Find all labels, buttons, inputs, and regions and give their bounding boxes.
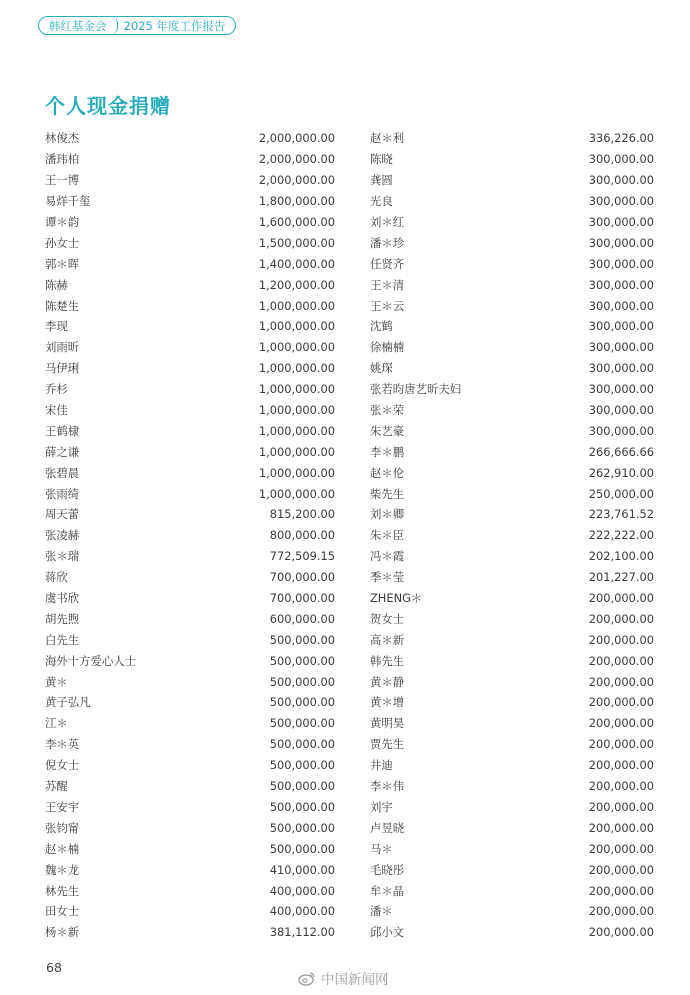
donation-amount: 200,000.00 <box>588 591 654 606</box>
donation-row <box>45 128 335 149</box>
donation-row <box>45 191 335 212</box>
donor-name: 井迪 <box>370 758 393 773</box>
section-title: 个人现金捐赠 <box>45 94 171 118</box>
donation-row <box>370 525 654 546</box>
donation-amount: 1,000,000.00 <box>258 298 335 313</box>
donation-row <box>45 797 335 818</box>
donor-name: 朱＊臣 <box>370 528 405 543</box>
donor-name: 任贤齐 <box>370 256 405 271</box>
donation-amount: 300,000.00 <box>588 277 654 292</box>
donor-name: 倪女士 <box>45 758 80 773</box>
donor-name: 杨＊新 <box>45 925 80 940</box>
donation-row <box>45 400 335 421</box>
donation-amount: 300,000.00 <box>588 382 654 397</box>
donation-row <box>45 379 335 400</box>
donation-amount: 200,000.00 <box>588 737 654 752</box>
donation-amount: 266,666.66 <box>588 444 654 459</box>
donation-row <box>45 755 335 776</box>
donation-row <box>370 817 654 838</box>
donor-name: 赵＊伦 <box>370 465 405 480</box>
donation-amount: 1,000,000.00 <box>258 444 335 459</box>
donation-row <box>370 922 654 943</box>
donation-amount: 500,000.00 <box>269 799 335 814</box>
donation-amount: 1,000,000.00 <box>258 340 335 355</box>
donation-amount: 200,000.00 <box>588 674 654 689</box>
donation-amount: 600,000.00 <box>269 611 335 626</box>
donor-name: ZHENG＊ <box>370 591 423 606</box>
donation-row <box>370 253 654 274</box>
donation-row <box>45 462 335 483</box>
donor-name: 白先生 <box>45 632 80 647</box>
donor-name: 虞书欣 <box>45 591 80 606</box>
donation-row <box>45 776 335 797</box>
donor-name: 陈楚生 <box>45 298 80 313</box>
donation-row <box>370 880 654 901</box>
donation-amount: 200,000.00 <box>588 716 654 731</box>
donation-amount: 300,000.00 <box>588 361 654 376</box>
donor-name: 光良 <box>370 194 393 209</box>
donation-amount: 1,800,000.00 <box>258 194 335 209</box>
donation-amount: 200,000.00 <box>588 632 654 647</box>
donor-name: 海外十方爱心人士 <box>45 653 137 668</box>
donor-name: 张凌赫 <box>45 528 80 543</box>
donation-row <box>370 441 654 462</box>
donation-amount: 200,000.00 <box>588 820 654 835</box>
donor-name: 李现 <box>45 319 68 334</box>
donor-name: 王一博 <box>45 173 80 188</box>
donor-name: 刘＊红 <box>370 215 405 229</box>
donor-name: 刘＊卿 <box>370 507 405 522</box>
donor-name: 蒋欣 <box>45 570 68 585</box>
donor-name: 薛之谦 <box>45 444 80 459</box>
donation-row <box>370 650 654 671</box>
donation-amount: 2,000,000.00 <box>258 131 335 146</box>
donation-row <box>370 337 654 358</box>
donor-name: 李＊英 <box>45 737 80 752</box>
donation-row <box>370 588 654 609</box>
donation-amount: 1,000,000.00 <box>258 423 335 438</box>
donor-name: 张钧甯 <box>45 820 80 835</box>
donor-name: 赵＊楠 <box>45 841 80 856</box>
donation-amount: 300,000.00 <box>588 173 654 188</box>
donation-amount: 300,000.00 <box>588 256 654 271</box>
donor-name: 赵＊利 <box>370 131 405 146</box>
donation-row <box>370 358 654 379</box>
donor-name: 刘雨昕 <box>45 340 80 355</box>
donor-name: 马＊ <box>370 841 393 856</box>
donor-name: 王＊清 <box>370 277 405 292</box>
donation-amount: 381,112.00 <box>269 925 335 940</box>
donation-row <box>45 838 335 859</box>
donor-name: 邱小文 <box>370 925 405 940</box>
donation-amount: 700,000.00 <box>269 591 335 606</box>
donation-amount: 300,000.00 <box>588 403 654 418</box>
donation-row <box>45 149 335 170</box>
donation-amount: 815,200.00 <box>269 507 335 522</box>
donor-name: 张若昀唐艺昕夫妇 <box>370 382 462 397</box>
donation-amount: 201,227.00 <box>588 570 654 585</box>
donation-row <box>45 734 335 755</box>
donation-amount: 200,000.00 <box>588 653 654 668</box>
donor-name: 牟＊晶 <box>370 883 405 898</box>
donation-row <box>370 608 654 629</box>
donor-name: 黄子弘凡 <box>45 695 91 710</box>
donor-name: 韩先生 <box>370 653 405 668</box>
donation-row <box>370 400 654 421</box>
org-name: 韩红基金会 <box>49 18 107 33</box>
donor-name: 龚圆 <box>370 173 393 188</box>
donor-name: 张＊瑞 <box>45 549 80 564</box>
donor-name: 潘玮柏 <box>45 152 80 167</box>
donor-name: 冯＊霞 <box>370 549 405 564</box>
donation-row <box>45 671 335 692</box>
donation-row <box>45 713 335 734</box>
donation-amount: 223,761.52 <box>588 507 654 522</box>
donation-amount: 410,000.00 <box>269 862 335 877</box>
donation-amount: 300,000.00 <box>588 340 654 355</box>
donor-name: 李＊鹏 <box>370 444 405 459</box>
donor-name: 胡先煦 <box>45 611 80 626</box>
donation-row <box>45 546 335 567</box>
donation-amount: 400,000.00 <box>269 904 335 919</box>
page-number: 68 <box>46 960 62 975</box>
donation-amount: 200,000.00 <box>588 841 654 856</box>
donation-row <box>45 170 335 191</box>
donation-amount: 500,000.00 <box>269 841 335 856</box>
donation-amount: 250,000.00 <box>588 486 654 501</box>
donor-name: 乔杉 <box>45 382 68 397</box>
donor-name: 宋佳 <box>45 403 68 418</box>
donation-row <box>370 734 654 755</box>
donation-amount: 1,600,000.00 <box>258 215 335 229</box>
donation-row <box>45 901 335 922</box>
donation-row <box>45 253 335 274</box>
donation-row <box>370 755 654 776</box>
donor-name: 黄明昊 <box>370 716 405 731</box>
donation-amount: 200,000.00 <box>588 904 654 919</box>
donor-name: 王＊云 <box>370 298 405 313</box>
donation-row <box>45 316 335 337</box>
donation-row <box>45 232 335 253</box>
donation-amount: 500,000.00 <box>269 820 335 835</box>
donation-row <box>370 546 654 567</box>
donation-amount: 222,222.00 <box>588 528 654 543</box>
donation-row <box>370 170 654 191</box>
donor-name: 黄＊静 <box>370 674 405 689</box>
donation-row <box>45 608 335 629</box>
donor-name: 陈晓 <box>370 152 393 167</box>
donation-amount: 2,000,000.00 <box>258 173 335 188</box>
donor-name: 易烊千玺 <box>45 194 91 209</box>
donor-name: 卢昱晓 <box>370 820 405 835</box>
donation-amount: 200,000.00 <box>588 925 654 940</box>
donation-row <box>370 797 654 818</box>
donation-row <box>45 692 335 713</box>
donation-row <box>45 212 335 233</box>
donation-row <box>370 901 654 922</box>
donation-amount: 200,000.00 <box>588 779 654 794</box>
donation-amount: 500,000.00 <box>269 674 335 689</box>
donor-name: 潘＊ <box>370 904 393 919</box>
donor-name: 郭＊晖 <box>45 256 80 271</box>
donor-name: 黄＊ <box>45 674 68 689</box>
donor-name: 魏＊龙 <box>45 862 80 877</box>
donor-name: 贾先生 <box>370 737 405 752</box>
donation-row <box>45 274 335 295</box>
donation-row <box>370 379 654 400</box>
donation-list-left <box>45 128 335 943</box>
donation-amount: 800,000.00 <box>269 528 335 543</box>
donation-row <box>370 462 654 483</box>
donor-name: 陈赫 <box>45 277 68 292</box>
donation-amount: 400,000.00 <box>269 883 335 898</box>
donor-name: 马伊琍 <box>45 361 80 376</box>
donation-row <box>45 567 335 588</box>
donation-amount: 500,000.00 <box>269 779 335 794</box>
donation-row <box>370 692 654 713</box>
donation-amount: 300,000.00 <box>588 194 654 209</box>
donation-row <box>45 817 335 838</box>
donation-row <box>45 420 335 441</box>
donor-name: 张碧晨 <box>45 465 80 480</box>
donor-name: 刘宇 <box>370 799 393 814</box>
donation-row <box>45 650 335 671</box>
donation-row <box>370 295 654 316</box>
donor-name: 黄＊增 <box>370 695 405 710</box>
report-header-badge <box>38 16 236 35</box>
donation-row <box>370 420 654 441</box>
donation-row <box>45 358 335 379</box>
donation-amount: 500,000.00 <box>269 653 335 668</box>
donation-amount: 500,000.00 <box>269 632 335 647</box>
donation-row <box>370 567 654 588</box>
donation-row <box>45 483 335 504</box>
weibo-icon <box>298 971 316 986</box>
donor-name: 张雨绮 <box>45 486 80 501</box>
donation-row <box>370 316 654 337</box>
donation-amount: 262,910.00 <box>588 465 654 480</box>
donation-row <box>370 713 654 734</box>
donation-amount: 1,000,000.00 <box>258 361 335 376</box>
donation-amount: 1,000,000.00 <box>258 403 335 418</box>
donation-amount: 300,000.00 <box>588 319 654 334</box>
donation-amount: 200,000.00 <box>588 611 654 626</box>
donation-row <box>45 525 335 546</box>
donation-amount: 200,000.00 <box>588 695 654 710</box>
donation-amount: 200,000.00 <box>588 799 654 814</box>
donor-name: 江＊ <box>45 716 68 731</box>
donation-row <box>370 232 654 253</box>
donation-list-right <box>370 128 654 943</box>
donor-name: 林俊杰 <box>45 131 80 146</box>
donor-name: 潘＊珍 <box>370 235 405 250</box>
donation-amount: 202,100.00 <box>588 549 654 564</box>
donation-row <box>45 880 335 901</box>
donation-row <box>45 441 335 462</box>
donation-amount: 1,000,000.00 <box>258 486 335 501</box>
donation-row <box>370 191 654 212</box>
donor-name: 朱艺豪 <box>370 423 405 438</box>
donation-row <box>370 504 654 525</box>
donation-amount: 1,400,000.00 <box>258 256 335 271</box>
donation-row <box>45 504 335 525</box>
donor-name: 柴先生 <box>370 486 405 501</box>
donation-amount: 500,000.00 <box>269 758 335 773</box>
donation-amount: 1,200,000.00 <box>258 277 335 292</box>
donor-name: 谭＊韵 <box>45 215 80 229</box>
donor-name: 高＊新 <box>370 632 405 647</box>
donor-name: 姚琛 <box>370 361 393 376</box>
donation-row <box>370 212 654 233</box>
donation-row <box>370 859 654 880</box>
donation-amount: 1,500,000.00 <box>258 235 335 250</box>
donation-amount: 300,000.00 <box>588 215 654 229</box>
donor-name: 毛晓彤 <box>370 862 405 877</box>
watermark-text: 中国新闻网 <box>321 972 389 988</box>
donation-row <box>370 274 654 295</box>
donation-amount: 500,000.00 <box>269 716 335 731</box>
donor-name: 张＊荣 <box>370 403 405 418</box>
donation-amount: 200,000.00 <box>588 758 654 773</box>
donation-amount: 200,000.00 <box>588 883 654 898</box>
donor-name: 林先生 <box>45 883 80 898</box>
donation-amount: 500,000.00 <box>269 695 335 710</box>
donation-row <box>45 337 335 358</box>
donation-row <box>370 483 654 504</box>
donation-amount: 300,000.00 <box>588 235 654 250</box>
donor-name: 李＊伟 <box>370 779 405 794</box>
donation-amount: 1,000,000.00 <box>258 319 335 334</box>
donation-row <box>370 671 654 692</box>
donation-row <box>45 859 335 880</box>
donation-row <box>370 838 654 859</box>
donation-amount: 300,000.00 <box>588 423 654 438</box>
donor-name: 王安宇 <box>45 799 80 814</box>
donor-name: 苏醒 <box>45 779 68 794</box>
donation-amount: 300,000.00 <box>588 152 654 167</box>
donation-amount: 1,000,000.00 <box>258 465 335 480</box>
donation-amount: 336,226.00 <box>588 131 654 146</box>
donation-row <box>45 295 335 316</box>
donor-name: 周天蕾 <box>45 507 80 522</box>
donation-row <box>370 128 654 149</box>
donation-amount: 500,000.00 <box>269 737 335 752</box>
donor-name: 季＊莹 <box>370 570 405 585</box>
donor-name: 王鹤棣 <box>45 423 80 438</box>
watermark <box>298 968 389 988</box>
donation-row <box>45 629 335 650</box>
donation-amount: 700,000.00 <box>269 570 335 585</box>
donation-row <box>370 149 654 170</box>
donation-row <box>370 776 654 797</box>
donor-name: 徐楠楠 <box>370 340 405 355</box>
donor-name: 贺女士 <box>370 611 405 626</box>
donation-row <box>370 629 654 650</box>
donation-row <box>45 588 335 609</box>
badge-divider <box>111 17 118 34</box>
donation-amount: 1,000,000.00 <box>258 382 335 397</box>
donation-amount: 300,000.00 <box>588 298 654 313</box>
donation-amount: 200,000.00 <box>588 862 654 877</box>
donor-name: 孙女士 <box>45 235 80 250</box>
donation-amount: 2,000,000.00 <box>258 152 335 167</box>
donation-row <box>45 922 335 943</box>
donation-amount: 772,509.15 <box>269 549 335 564</box>
donor-name: 沈鹤 <box>370 319 393 334</box>
donor-name: 田女士 <box>45 904 80 919</box>
report-title: 2025 年度工作报告 <box>123 18 226 33</box>
